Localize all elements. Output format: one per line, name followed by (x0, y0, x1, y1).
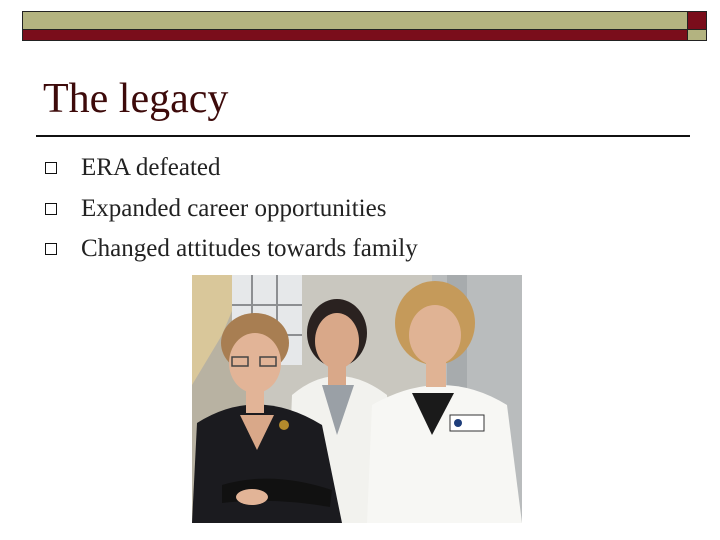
bullet-list (44, 148, 418, 270)
header-corner-olive (687, 30, 707, 41)
square-bullet-icon (45, 243, 57, 255)
bullet-item (44, 148, 418, 189)
header-band-maroon (22, 30, 707, 41)
bullet-text: ERA defeated (81, 154, 221, 182)
bullet-item (44, 189, 418, 230)
square-bullet-icon (45, 203, 57, 215)
slide-title: The legacy (43, 76, 229, 122)
bullet-text: Expanded career opportunities (81, 194, 387, 222)
title-underline (36, 135, 690, 137)
square-bullet-icon (45, 162, 57, 174)
header-band-olive (22, 11, 707, 30)
header-corner-maroon (687, 11, 707, 30)
bullet-text: Changed attitudes towards family (81, 235, 418, 263)
three-women-photo (192, 275, 522, 523)
bullet-item (44, 229, 418, 270)
